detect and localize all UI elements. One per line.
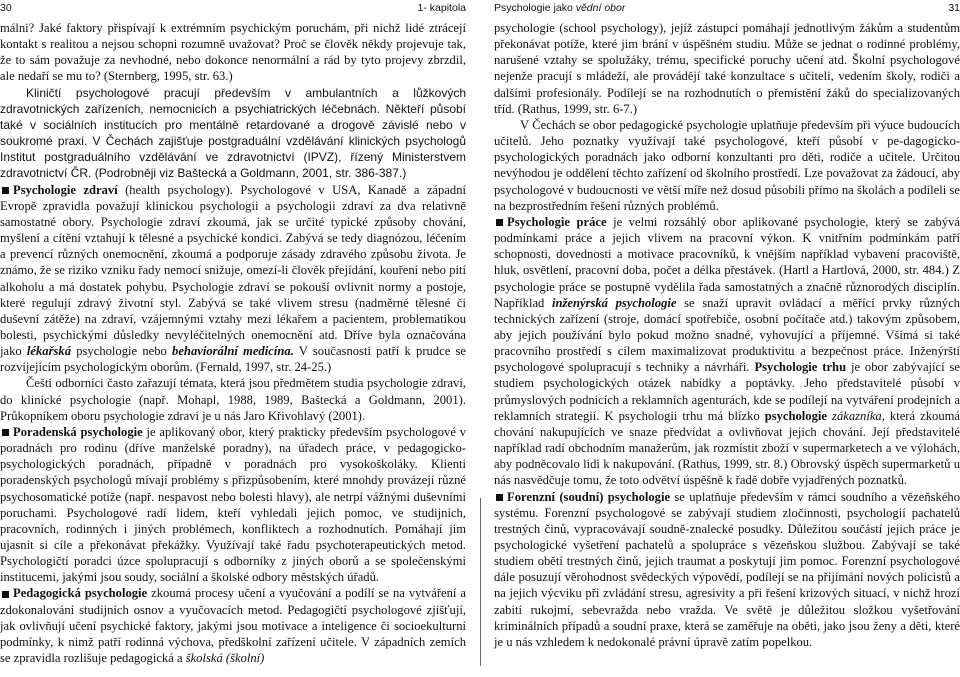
paragraph: Poradenská psychologie je aplikovaný obor, který prakticky především psychologové v poradnách pro rodinu (dříve manželské poradny), na úřadech práce, v pedagogicko-psychologických poradnách, případně v poradnách pro vysokoškoláky. Klienti poradenských psychologů mívají problémy s přizpůsobením, které mnohdy provázejí různé psychosomatické potíže (např. nespavost nebo bolesti hlavy), ale netrpí vážnými duševními poruchami. Psychologové radí lidem, kteří vyhledali jejich pomoc, ve studijních, pracovních, rodinných i jiných problémech, konfliktech a rozhodnutích. Pomáhají jim ujasnit si cíle a překonávat překážky. Využívají také řadu psychoterapeutických metod. Psychologičtí poradci úzce spolupracují s odborníky z jiných oborů a se společenskými institucemi, jakými jsou soudy, sociální a školské odbory městských úřadů. <box>0 424 466 585</box>
page-number: 30 <box>0 2 12 14</box>
column-divider <box>480 498 481 666</box>
left-page <box>0 0 466 677</box>
left-page-body <box>0 20 466 666</box>
bullet-square-icon <box>496 219 503 226</box>
running-head-emphasis: vědní obor <box>575 2 626 14</box>
paragraph: Psychologie zdraví (health psychology). Psychologové v USA, Kanadě a západní Evropě zpravidla považují klinickou psychologii a psychologii zdraví za dva relativně samostatné obory. Psychologie zdraví zkoumá, jak se určité typické způsoby chování, myšlení a cítění vztahují k tělesné a psychické kondici. Zabývá se tedy diagnózou, léčením a prevencí různých onemocnění, zkoumá a podporuje zásady zdravého způsobu života. Je známo, že se riziko vzniku řady nemocí snižuje, omezí-li člověk přejídání, kouření nebo pití alkoholu a má dostatek pohybu. Psychologie zdraví se pokouší ovlivnit normy a postoje, které regulují zdravý životní styl. Zabývá se také vlivem stresu (nadměrné tělesné či duševní zátěže) na zdraví, vzájemnými vztahy mezi lékařem a pacientem, problematikou bolesti, psychickými důsledky nevyléčitelných onemocnění atd. Dříve byla označována jako lékařská psychologie nebo behaviorální medicína. V současnosti patří k prudce se rozvíjejícím psychologickým oborům. (Fernald, 1997, str. 24-25.) <box>0 182 467 375</box>
paragraph: Forenzní (soudní) psychologie se uplatňuje především v rámci soudního a vězeňského systému. Forenzní psychologové se zabývají studiem zločinnosti, psychologií pachatelů trestných činů, vypracovávají soudně-znalecké posudky. Důležitou součástí jejich práce je psychologické vyšetření pachatelů a spolupráce s vězeňskou službou. Zabývají se také studiem obětí trestných činů, jejich traumat a poskytují jim pomoc. Forenzní psychologové dále posuzují věrohodnost svědeckých výpovědí, podílejí se na přijímání nových policistů a na jejich výcviku při zvládání stresu, agresivity a při řešení krizových situací, v nichž hrozí zabití rukojmí, sebevražda nebo vražda. Ve světě je důležitou složkou vyšetřování kriminálních případů a soudní praxe, která se zaměřuje na oběti, jako jsou ženy a děti, které je u nás vzhledem k nedokonalé právní úpravě zatím popelkou. <box>494 489 960 649</box>
section-term: Psychologie zdraví <box>13 182 118 197</box>
emphasis: školská (školní) <box>185 651 265 666</box>
right-page-header <box>494 2 960 16</box>
section-term: psychologie <box>764 408 827 423</box>
left-page-header <box>0 2 466 16</box>
page-number: 31 <box>948 2 960 14</box>
paragraph: psychologie (school psychology), jejíž zástupci pomáhají jednotlivým žákům a studentům překonávat potíže, které jim brání v úspěšném studiu. Může se jednat o rodinné problémy, narušené vztahy se spolužáky, trému, specifické poruchy učení atd. Školní psychologové nejenže pracují s mládeží, ale provádějí také konzultace s učiteli, vedením školy, rodiči a dalšími profesionály. Podílejí se na rozhodnutích o přemístění žáků do specializovaných tříd. (Rathus, 1999, str. 6-7.) <box>494 21 960 116</box>
paragraph: V Čechách se obor pedagogické psychologie uplatňuje především při výuce budoucích učitelů. Jeho poznatky využívají také psychologové, kteří působí v pe-dagogicko-psychologických poradnách jako odborní konzultanti pro děti, rodiče a učitele. Určitou nevýhodou je oddělení těchto zařízení od školního prostředí. Lze považovat za žádoucí, aby psychologové v budoucnosti ve větší míře než dosud působili přímo na školách a podíleli se na bezprostředním řešení různých problémů. <box>494 117 960 213</box>
emphasis: inženýrská psychologie <box>552 295 677 310</box>
paragraph: Pedagogická psychologie zkoumá procesy učení a vyučování a podílí se na vytváření a zdokonalování studijních osnov a vyučovacích metod. Pedagogičtí psychologové zjišťují, jak ovlivňují učení psychické faktory, jakými jsou motivace a inteligence či socioekulturní podmínky, k nimž patří rodinná výchova, předškolní zařízení učitele. V západních zemích se zpravidla rozlišuje pedagogická a školská (školní) <box>0 586 466 666</box>
paragraph: Psychologie práce je velmi rozsáhlý obor aplikované psychologie, který se zabývá podmínkami práce a jejich vlivem na pracovní výkon. K vnitřním podmínkám patří schopnosti, dovednosti a motivace pracovníků, k vnějším například vybavení pracoviště, hluk, osvětlení, pracovní doba, počet a délka přestávek. (Hartl a Hartlová, 2000, str. 484.) Z psychologie práce se postupně vydělila řada samostatných a značně různorodých disciplín. Například inženýrská psychologie se snaží upravit ovládací a měřící prvky různých technických zařízení (stroje, domácí spotřebiče, osobní počítače atd.) takovým způsobem, aby jejich používání bylo pokud možno snadné, vyhovující a příjemné. Všímá si také pracovního prostředí s cílem maximalizovat produktivitu a bezpečnost práce. Inženýrští psychologové spolupracují s techniky a návrháři. Psychologie trhu je obor zabývající se studiem psychologických otázek nabídky a poptávky. Jeho představitelé působí v průmyslových podnicích a reklamních agenturách, kde se podílejí na vytváření prodejních a reklamních strategií. K psychologii trhu má blízko psychologie zákazníka, která zkoumá chování nakupujících ve snaze předvídat a ovlivňovat jejich chování. Její představitelé například radí obchodním manažerům, jak rozmístit zboží v supermarketech a ve výlohách, aby podněcovalo lidi k nakupování. (Rathus, 1999, str. 8.) Obrovský úspěch supermarketů u nás nasvědčuje tomu, že toto odvětví úspěšně k řadě dobře vyjadřených poznatků. <box>494 214 960 488</box>
running-head: 1- kapitola <box>417 2 466 14</box>
section-term: Poradenská psychologie <box>13 424 143 439</box>
section-term: Pedagogická psychologie <box>13 586 148 601</box>
emphasis: behaviorální medicína. <box>172 344 294 359</box>
bullet-square-icon <box>2 591 9 598</box>
running-head: Psychologie jako vědní obor <box>494 2 626 14</box>
emphasis: lékařská <box>26 344 71 359</box>
section-term: Psychologie trhu <box>754 360 847 375</box>
section-term: Forenzní (soudní) psychologie <box>507 489 671 504</box>
bullet-square-icon <box>2 429 9 436</box>
emphasis: zákazníka, <box>827 408 885 423</box>
paragraph: Čeští odborníci často zařazují témata, která jsou předmětem studia psychologie zdraví, do klinické psychologie (např. Mohapl, 1988, 1989, Baštecká a Goldmann, 2001). Průkopníkem oboru psychologie zdraví je u nás Jaro Křivohlavý (2001). <box>0 376 466 423</box>
section-term: Psychologie práce <box>507 214 607 229</box>
paragraph: málni? Jaké faktory přispívají k extrémním psychickým poruchám, při nichž lidé ztrácejí kontakt s realitou a nejsou schopni rozumně uvažovat? Proč se člověk někdy projevuje tak, že to sám považuje za nevhodné, nebo dokonce nenormální a rád by tyto projevy zbrzdil, ale nedaří se mu to? (Sternberg, 1995, str. 63.) <box>0 21 466 84</box>
bullet-square-icon <box>2 187 9 194</box>
bullet-square-icon <box>496 494 503 501</box>
right-page <box>494 0 960 677</box>
right-page-body <box>494 20 960 650</box>
paragraph: Kliničtí psychologové pracují především v ambulantních a lůžkových zdravotnických zařízeních, nemocnicích a psychiatrických léčebnách. Někteří působí také v sociálních institucích pro mentálně retardované a drogově závislé nebo v soukromé praxi. V Čechách zajišťuje postgraduální vzdělávání klinických psychologů Institut postgraduálního vzdělávání ve zdravotnictví (IPVZ), řízený Ministerstvem zdravotnictví ČR. (Podrobněji viz Baštecká a Goldmann, 2001, str. 386-387.) <box>0 85 466 181</box>
